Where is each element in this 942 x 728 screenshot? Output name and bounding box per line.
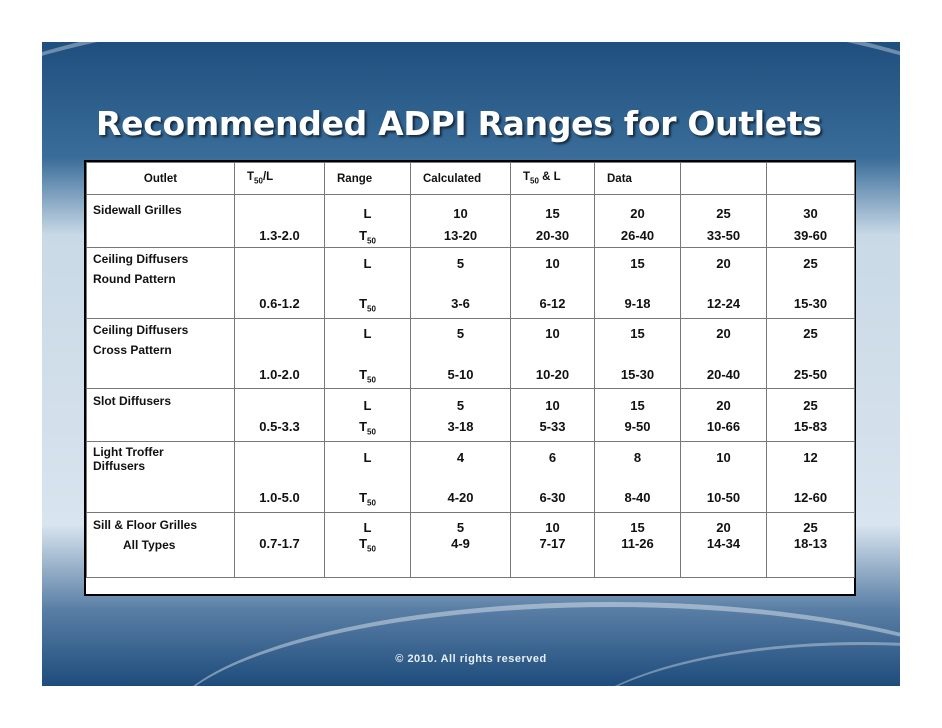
t50-value: 10-66 <box>706 419 741 434</box>
l-value: 25 <box>803 398 818 413</box>
table-row <box>87 319 855 389</box>
variable-l: L <box>363 206 372 221</box>
l-value: 30 <box>803 206 818 221</box>
adpi-table <box>86 162 855 578</box>
outlet-label: Ceiling Diffusers <box>93 323 189 337</box>
t50-value: 12-24 <box>706 296 741 311</box>
range-value: 1.0-5.0 <box>259 490 300 505</box>
range-value: 0.7-1.7 <box>259 536 300 551</box>
data-cell <box>511 319 595 389</box>
l-value: 25 <box>803 520 818 535</box>
data-cell <box>511 195 595 248</box>
variable-t50: $T_{50}$ <box>359 419 376 437</box>
t50-value: 25-50 <box>793 367 828 382</box>
outlet-cell <box>87 248 235 319</box>
header-calculated: Calculated <box>411 163 511 195</box>
l-value: 20 <box>630 206 645 221</box>
variable-cell <box>325 248 411 319</box>
variable-cell <box>325 389 411 442</box>
variable-cell <box>325 195 411 248</box>
t50-value: 33-50 <box>706 228 741 243</box>
l-value: 10 <box>545 398 560 413</box>
data-cell <box>767 248 855 319</box>
l-value: 8 <box>633 450 642 465</box>
t50-value: 9-50 <box>624 419 651 434</box>
l-value: 10 <box>716 450 731 465</box>
t50-value: 11-26 <box>621 536 654 551</box>
l-value: 12 <box>803 450 818 465</box>
data-cell <box>767 195 855 248</box>
l-value: 5 <box>456 398 465 413</box>
outlet-cell <box>87 195 235 248</box>
data-cell <box>767 513 855 578</box>
t50-value: 15-30 <box>793 296 828 311</box>
data-cell <box>681 248 767 319</box>
data-cell <box>767 389 855 442</box>
header-t50-over-l: $T_{50}/L$ <box>235 163 325 195</box>
variable-l: L <box>363 520 372 535</box>
variable-t50: $T_{50}$ <box>359 490 376 508</box>
variable-l: L <box>363 326 372 341</box>
data-cell <box>767 319 855 389</box>
data-cell <box>411 513 511 578</box>
t50-value: 8-40 <box>624 490 651 505</box>
t50-value: 5-10 <box>447 367 474 382</box>
t50-value: 3-6 <box>451 296 470 311</box>
t50-value: 5-33 <box>539 419 566 434</box>
t50-value: 18-13 <box>793 536 828 551</box>
header-outlet: Outlet <box>87 163 235 195</box>
outlet-label: Sill & Floor Grilles <box>93 518 198 532</box>
header-data: Data <box>595 163 681 195</box>
l-value: 5 <box>456 520 465 535</box>
data-cell <box>411 248 511 319</box>
t50-value: 15-30 <box>620 367 655 382</box>
adpi-table-container <box>84 160 856 596</box>
variable-t50: $T_{50}$ <box>359 367 376 385</box>
header-t50-and-l: $T_{50}$ & L <box>511 163 595 195</box>
data-cell <box>595 389 681 442</box>
data-cell <box>511 442 595 513</box>
l-value: 15 <box>630 398 645 413</box>
t50-value: 10-50 <box>706 490 741 505</box>
t50-value: 6-12 <box>539 296 566 311</box>
header-range: Range <box>325 163 411 195</box>
l-value: 20 <box>716 398 731 413</box>
data-cell <box>411 195 511 248</box>
variable-cell <box>325 442 411 513</box>
t50-value: 10-20 <box>535 367 570 382</box>
variable-l: L <box>363 450 372 465</box>
data-cell <box>681 389 767 442</box>
t50-value: 26-40 <box>620 228 655 243</box>
l-value: 5 <box>456 326 465 341</box>
l-value: 10 <box>453 206 468 221</box>
outlet-label: Slot Diffusers <box>93 394 172 408</box>
data-cell <box>511 513 595 578</box>
variable-cell <box>325 319 411 389</box>
data-cell <box>681 513 767 578</box>
t50-value: 4-9 <box>451 536 470 551</box>
t50-value: 20-40 <box>706 367 741 382</box>
t50-value: 4-20 <box>447 490 474 505</box>
data-cell <box>681 442 767 513</box>
range-value: 0.6-1.2 <box>259 296 300 311</box>
t50-value: 15-83 <box>793 419 828 434</box>
t50-value: 6-30 <box>539 490 566 505</box>
range-value: 1.0-2.0 <box>259 367 300 382</box>
data-cell <box>681 195 767 248</box>
outlet-cell <box>87 513 235 578</box>
l-value: 10 <box>545 256 560 271</box>
l-value: 25 <box>716 206 731 221</box>
variable-l: L <box>363 256 372 271</box>
header-empty <box>681 163 767 195</box>
l-value: 15 <box>630 256 645 271</box>
t50-value: 7-17 <box>539 536 566 551</box>
outlet-cell <box>87 389 235 442</box>
data-cell <box>595 513 681 578</box>
l-value: 10 <box>545 520 560 535</box>
l-value: 15 <box>630 326 645 341</box>
variable-t50: $T_{50}$ <box>359 296 376 314</box>
t50-value: 3-18 <box>447 419 474 434</box>
data-cell <box>511 389 595 442</box>
data-cell <box>595 442 681 513</box>
range-value: 0.5-3.3 <box>259 419 300 434</box>
range-cell <box>235 389 325 442</box>
l-value: 15 <box>545 206 560 221</box>
l-value: 10 <box>545 326 560 341</box>
variable-cell <box>325 513 411 578</box>
l-value: 25 <box>803 326 818 341</box>
outlet-label: Cross Pattern <box>93 343 172 357</box>
table-row <box>87 389 855 442</box>
range-cell <box>235 513 325 578</box>
t50-value: 20-30 <box>535 228 570 243</box>
t50-value: 39-60 <box>793 228 828 243</box>
outlet-label: Diffusers <box>93 459 146 473</box>
l-value: 20 <box>716 256 731 271</box>
table-row <box>87 442 855 513</box>
table-row <box>87 248 855 319</box>
variable-t50: $T_{50}$ <box>359 536 376 554</box>
header-empty <box>767 163 855 195</box>
range-cell <box>235 442 325 513</box>
data-cell <box>767 442 855 513</box>
l-value: 5 <box>456 256 465 271</box>
range-value: 1.3-2.0 <box>259 228 300 243</box>
data-cell <box>411 389 511 442</box>
t50-value: 14-34 <box>706 536 741 551</box>
data-cell <box>595 195 681 248</box>
table-row <box>87 513 855 578</box>
t50-value: 9-18 <box>624 296 651 311</box>
data-cell <box>681 319 767 389</box>
outlet-cell <box>87 442 235 513</box>
range-cell <box>235 248 325 319</box>
l-value: 25 <box>803 256 818 271</box>
l-value: 4 <box>456 450 465 465</box>
outlet-label: Light Troffer <box>93 445 164 459</box>
data-cell <box>411 442 511 513</box>
t50-value: 13-20 <box>443 228 478 243</box>
l-value: 20 <box>716 520 731 535</box>
outlet-cell <box>87 319 235 389</box>
range-cell <box>235 319 325 389</box>
outlet-label: All Types <box>123 538 176 552</box>
slide-title: Recommended ADPI Ranges for Outlets <box>96 104 822 143</box>
data-cell <box>595 248 681 319</box>
table-row <box>87 195 855 248</box>
copyright-footer: © 2010. All rights reserved <box>395 653 547 665</box>
header-row <box>87 163 855 195</box>
l-value: 20 <box>716 326 731 341</box>
variable-t50: $T_{50}$ <box>359 228 376 246</box>
data-cell <box>595 319 681 389</box>
outlet-label: Ceiling Diffusers <box>93 252 189 266</box>
range-cell <box>235 195 325 248</box>
l-value: 15 <box>630 520 645 535</box>
data-cell <box>511 248 595 319</box>
outlet-label: Round Pattern <box>93 272 176 286</box>
variable-l: L <box>363 398 372 413</box>
data-cell <box>411 319 511 389</box>
l-value: 6 <box>548 450 557 465</box>
t50-value: 12-60 <box>793 490 828 505</box>
outlet-label: Sidewall Grilles <box>93 203 182 217</box>
